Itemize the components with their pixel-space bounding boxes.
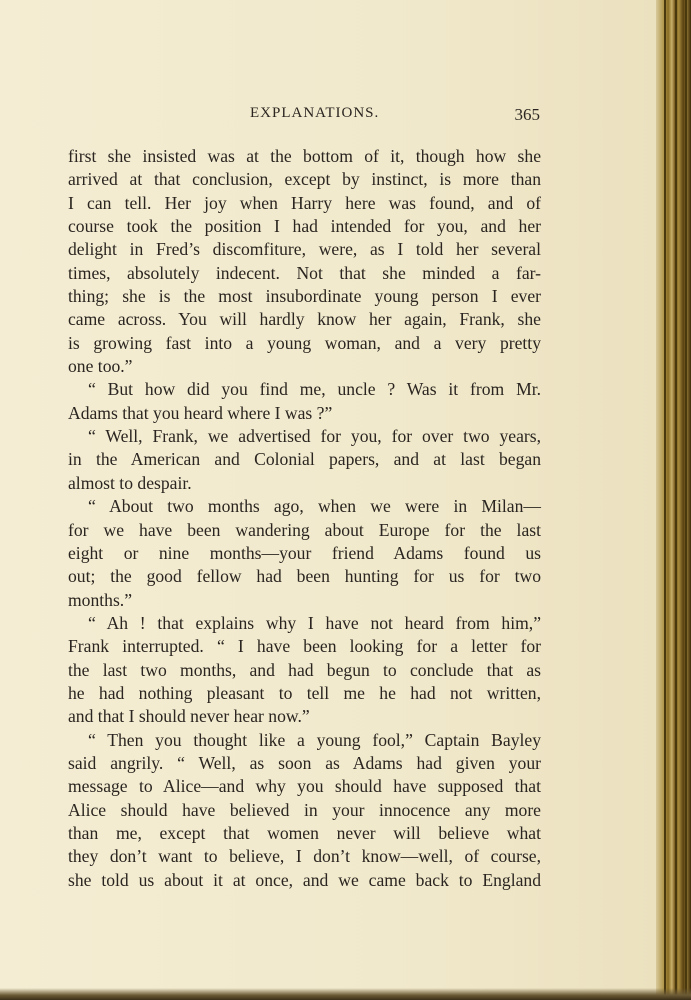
text-line: “ Ah ! that explains why I have not heard from him,” — [88, 612, 541, 633]
text-line: eight or nine months—your friend Adams found us — [68, 542, 541, 563]
text-line: Adams that you heard where I was ?” — [68, 402, 333, 423]
text-line: Alice should have believed in your innocence any more — [68, 799, 541, 820]
binding-line — [664, 0, 666, 1000]
text-line: course took the position I had intended for you, and her — [68, 216, 541, 237]
text-line: the last two months, and had begun to conclude that as — [68, 659, 541, 680]
text-line: thing; she is the most insubordinate young person I ever — [68, 286, 541, 307]
text-line: message to Alice—and why you should have supposed that — [68, 776, 541, 797]
running-head: EXPLANATIONS. — [250, 105, 380, 121]
text-line: they don’t want to believe, I don’t know—well, of course, — [68, 846, 541, 867]
text-line: out; the good fellow had been hunting for us for two — [68, 566, 541, 587]
text-line: “ Then you thought like a young fool,” Captain Bayley — [88, 729, 541, 750]
text-line: in the American and Colonial papers, and at last began — [68, 449, 541, 470]
text-line: said angrily. “ Well, as soon as Adams had given your — [68, 752, 541, 773]
text-line: arrived at that conclusion, except by instinct, is more than — [68, 169, 541, 190]
page-number: 365 — [514, 105, 540, 124]
text-line: one too.” — [68, 356, 133, 377]
text-line: than me, except that women never will believe what — [68, 822, 541, 843]
text-line: delight in Fred’s discomfiture, were, as I told her several — [68, 239, 541, 260]
text-line: times, absolutely indecent. Not that she minded a far- — [68, 262, 541, 283]
text-line: I can tell. Her joy when Harry here was found, and of — [68, 192, 541, 213]
text-line: for we have been wandering about Europe for the last — [68, 519, 541, 540]
text-line: is growing fast into a young woman, and a very pretty — [68, 332, 541, 353]
text-line: he had nothing pleasant to tell me he had not written, — [68, 682, 541, 703]
text-line: first she insisted was at the bottom of it, though how she — [68, 146, 541, 166]
text-line: almost to despair. — [68, 472, 192, 493]
book-binding-edge — [656, 0, 691, 1000]
text-line: came across. You will hardly know her again, Frank, she — [68, 309, 541, 330]
text-line: Frank interrupted. “ I have been looking for a letter for — [68, 636, 541, 657]
binding-line — [685, 0, 687, 1000]
body-text — [68, 145, 541, 892]
text-line: months.” — [68, 589, 133, 610]
text-line: she told us about it at once, and we came back to England — [68, 869, 541, 890]
page-header — [68, 105, 540, 127]
text-line: and that I should never hear now.” — [68, 706, 310, 727]
text-line: “ Well, Frank, we advertised for you, for over two years, — [88, 426, 541, 447]
text-line: “ But how did you find me, uncle ? Was it from Mr. — [88, 379, 541, 400]
binding-line — [675, 0, 677, 1000]
text-line: “ About two months ago, when we were in Milan— — [88, 496, 541, 517]
page-bottom-shadow — [0, 988, 691, 1000]
